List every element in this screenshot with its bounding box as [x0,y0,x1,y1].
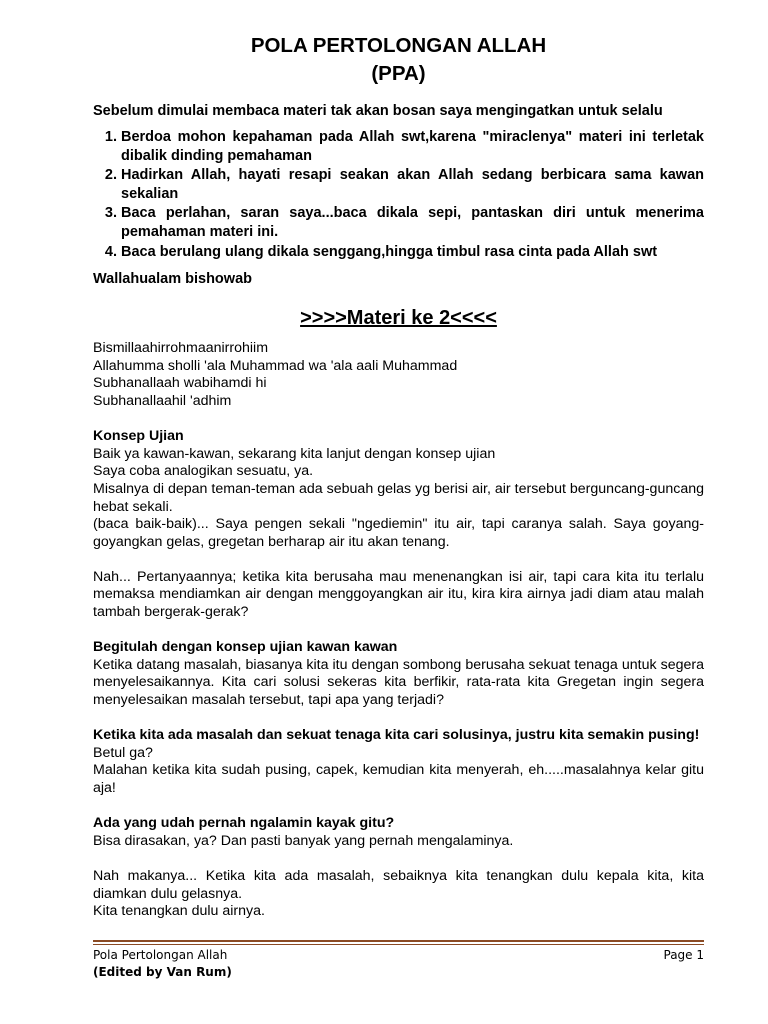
begitulah-heading: Begitulah dengan konsep ujian kawan kawan [93,639,398,656]
prayer-line: Allahumma sholli 'ala Muhammad wa 'ala aali Muhammad [93,357,458,374]
rule-item: 3. Baca perlahan, saran saya...baca dikala sepi, pantaskan diri untuk menerima pemahaman materi ini. [121,204,704,241]
konsep-line: Baik ya kawan-kawan, sekarang kita lanjut dengan konsep ujian [93,445,496,462]
rule-item: 4. Baca berulang ulang dikala senggang,hingga timbul rasa cinta pada Allah swt [121,243,704,262]
intro-text: Sebelum dimulai membaca materi tak akan bosan saya mengingatkan untuk selalu [93,103,663,119]
konsep-heading: Konsep Ujian [93,428,184,445]
footer-doc-title: Pola Pertolongan Allah [93,948,228,962]
page-number: Page 1 [663,948,704,962]
rule-item: 1. Berdoa mohon kepahaman pada Allah swt,karena "miraclenya" materi ini terletak dibalik dinding pemahaman [121,128,704,165]
section-title: >>>>Materi ke 2<<<< [300,307,497,330]
document-title [93,32,704,88]
prayer-line: Subhanallaah wabihamdi hi [93,375,267,392]
footer-divider [93,940,704,942]
footer-edited-by: (Edited by Van Rum) [93,965,232,979]
title-line-1: POLA PERTOLONGAN ALLAH [250,34,547,57]
prayer-line: Subhanallaahil 'adhim [93,392,232,409]
ketika-line: Malahan ketika kita sudah pusing, capek, kemudian kita menyerah, eh.....masalahnya kelar gitu aja! [93,762,704,796]
nah-line: Nah makanya... Ketika kita ada masalah, sebaiknya kita tenangkan dulu kepala kita, kita diamkan dulu gelasnya. [93,867,704,902]
closing-text: Wallahualam bishowab [93,271,252,288]
prayer-line: Bismillaahirrohmaanirrohiim [93,340,269,357]
ketika-heading: Ketika kita ada masalah dan sekuat tenaga kita cari solusinya, justru kita semakin pusing! [93,727,700,744]
rule-item: 2. Hadirkan Allah, hayati resapi seakan akan Allah sedang berbicara sama kawan sekalian [121,166,704,203]
ada-paragraph: Bisa dirasakan, ya? Dan pasti banyak yang pernah mengalaminya. [93,832,514,849]
rules-list [93,128,704,261]
footer-left [93,948,232,980]
ketika-line: Betul ga? [93,744,153,761]
nah-line: Kita tenangkan dulu airnya. [93,903,265,920]
begitulah-paragraph: Ketika datang masalah, biasanya kita itu dengan sombong berusaha sekuat tenaga untuk segera menyelesaikannya. Kita cari solusi sekeras kita berfikir, rata-rata kita Gregetan ingin segera menyelesaikan masalah tersebut, tapi apa yang terjadi? [93,656,704,709]
ada-heading: Ada yang udah pernah ngalamin kayak gitu? [93,815,395,832]
question-paragraph: Nah... Pertanyaannya; ketika kita berusaha mau menenangkan isi air, tapi cara kita itu terlalu memaksa mendiamkan air dengan menggoyangkan air itu, kira kira airnya jadi diam atau malah tambah bergerak-gerak? [93,568,704,621]
footer-divider-thin [93,944,704,945]
title-line-2: (PPA) [371,62,426,85]
konsep-line: (baca baik-baik)... Saya pengen sekali "ngediemin" itu air, tapi caranya salah. Saya goyang-goyangkan gelas, gregetan berharap air itu akan tenang. [93,516,704,550]
konsep-line: Misalnya di depan teman-teman ada sebuah gelas yg berisi air, air tersebut berguncang-guncang hebat sekali. [93,480,704,515]
body-text [93,340,704,921]
page-content [93,32,704,921]
konsep-line: Saya coba analogikan sesuatu, ya. [93,463,314,480]
